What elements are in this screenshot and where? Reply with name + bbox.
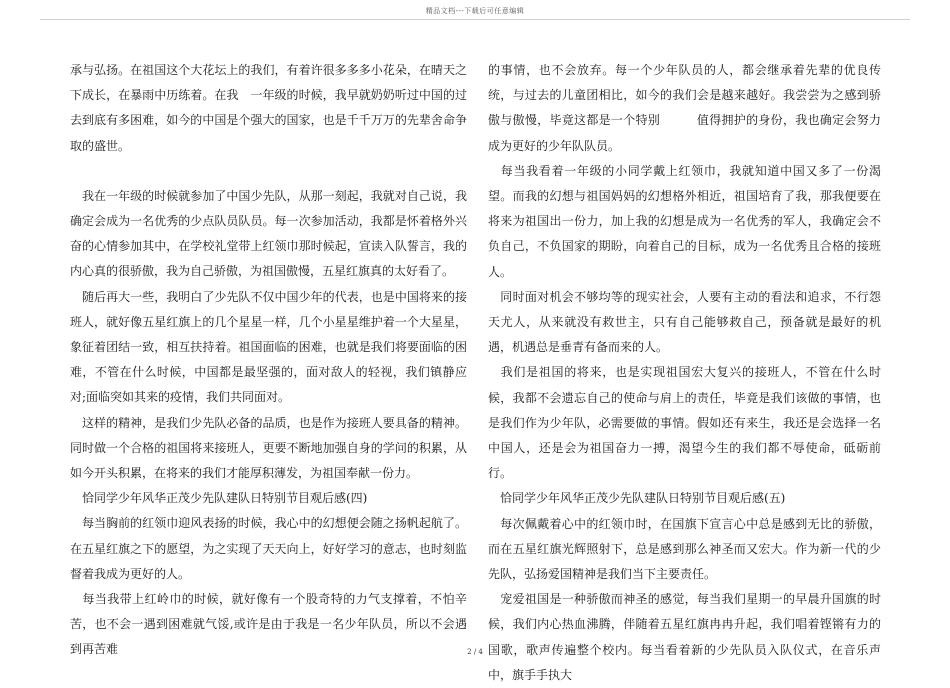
header-divider [40, 19, 910, 20]
paragraph: 每当我带上红岭巾的时候，就好像有一个股奇特的力气支撑着，不怕辛苦，也不会一遇到困难就气馁,或许是由于我是一名少年队员，所以不会遇到再苦难 [70, 592, 467, 657]
paragraph: 我们是祖国的将来，也是实现祖国宏大复兴的接班人，不管在什么时候，我都不会遗忘自己的使命与肩上的责任，毕竟是我们该做的事情，也是我们作为少年队，必需要做的事情。假如还有来生，我还是会选择一名中国人，还是会为祖国奋力一搏，渴望今生的我们都不辱使命，砥砺前行。 [488, 365, 881, 481]
section-heading: 恰同学少年风华正茂少先队建队日特别节目观后感(四) [70, 491, 368, 506]
left-column [70, 58, 467, 663]
paragraph: 这样的精神，是我们少先队必备的品质，也是作为接班人要具备的精神。同时做一个合格的祖国将来接班人，更要不断地加强自身的学问的积累，从如今开头积累，在将来的我们才能厚积薄发，为祖国奉献一份力。 [70, 415, 467, 481]
paragraph: 每当我看着一年级的小同学戴上红领巾，我就知道中国又多了一份渴望。而我的幻想与祖国妈妈的幻想格外相近，祖国培育了我，那我便要在将来为祖国出一份力，加上我的幻想是成为一名优秀的军人，我确定会不负自己，不负国家的期盼，向着自己的目标，成为一名优秀且合格的接班人。 [488, 163, 881, 279]
right-column [488, 58, 881, 688]
section-heading: 恰同学少年风华正茂少先队建队日特别节目观后感(五) [488, 491, 786, 506]
paragraph: 的事情，也不会放弃。每一个少年队员的人，都会继承着先辈的优良传统，与过去的儿童团相比，如今的我们会是越来越好。我尝尝为之感到骄傲与傲慢，毕竟这都是一个特别 值得拥护的身份，我也确定会努力成为更好的少年队队员。 [488, 63, 881, 153]
paragraph: 每次佩戴着心中的红领巾时，在国旗下宣言心中总是感到无比的骄傲，而在五星红旗光辉照射下，总是感到那么神圣而又宏大。作为新一代的少先队，弘扬爱国精神是我们当下主要责任。 [488, 516, 881, 582]
page-number: 2 / 4 [467, 648, 483, 656]
paragraph: 我在一年级的时候就参加了中国少先队，从那一刻起，我就对自己说，我确定会成为一名优秀的少点队员队员。每一次参加活动，我都是怀着格外兴奋的心情参加其中，在学校礼堂带上红领巾那时候起，宣读入队誓言，我的内心真的很骄傲，我为自己骄傲，为祖国傲慢，五星红旗真的太好看了。 [70, 188, 467, 279]
page-header: 精品文档---下载后可任意编辑 [425, 7, 525, 15]
paragraph: 每当胸前的红领巾迎风表扬的时候，我心中的幻想便会随之扬帆起航了。在五星红旗之下的愿望，为之实现了天天向上，好好学习的意志，也时刻监督着我成为更好的人。 [70, 516, 467, 581]
paragraph: 宠爱祖国是一种骄傲而神圣的感觉，每当我们星期一的早晨升国旗的时候，我们内心热血沸腾，伴随着五星红旗冉冉升起，我们唱着铿锵有力的国歌，歌声传遍整个校内。每当看着新的少先队员入队仪式，在音乐声中，旗手手执大 [488, 592, 881, 682]
paragraph: 同时面对机会不够均等的现实社会，人要有主动的看法和追求，不行怨天尤人，从来就没有救世主，只有自己能够救自己，预备就是最好的机遇，机遇总是垂青有备而来的人。 [488, 289, 881, 355]
paragraph: 承与弘扬。在祖国这个大花坛上的我们，有着许很多多多小花朵，在晴天之下成长，在暴雨中历练着。在我 一年级的时候，我早就奶奶听过中国的过去到底有多困难，如今的中国是个强大的国家，也是千千万万的先辈舍命争取的盛世。 [70, 63, 467, 153]
paragraph: 随后再大一些，我明白了少先队不仅中国少年的代表，也是中国将来的接班人，就好像五星红旗上的几个星星一样，几个小星星维护着一个大星星，象征着团结一致，相互扶持着。祖国面临的困难，也就是我们将要面临的困难，不管在什么时候，中国都是最坚强的，面对敌人的轻视，我们镇静应对;面临突如其来的疫情，我们共同面对。 [70, 289, 467, 405]
